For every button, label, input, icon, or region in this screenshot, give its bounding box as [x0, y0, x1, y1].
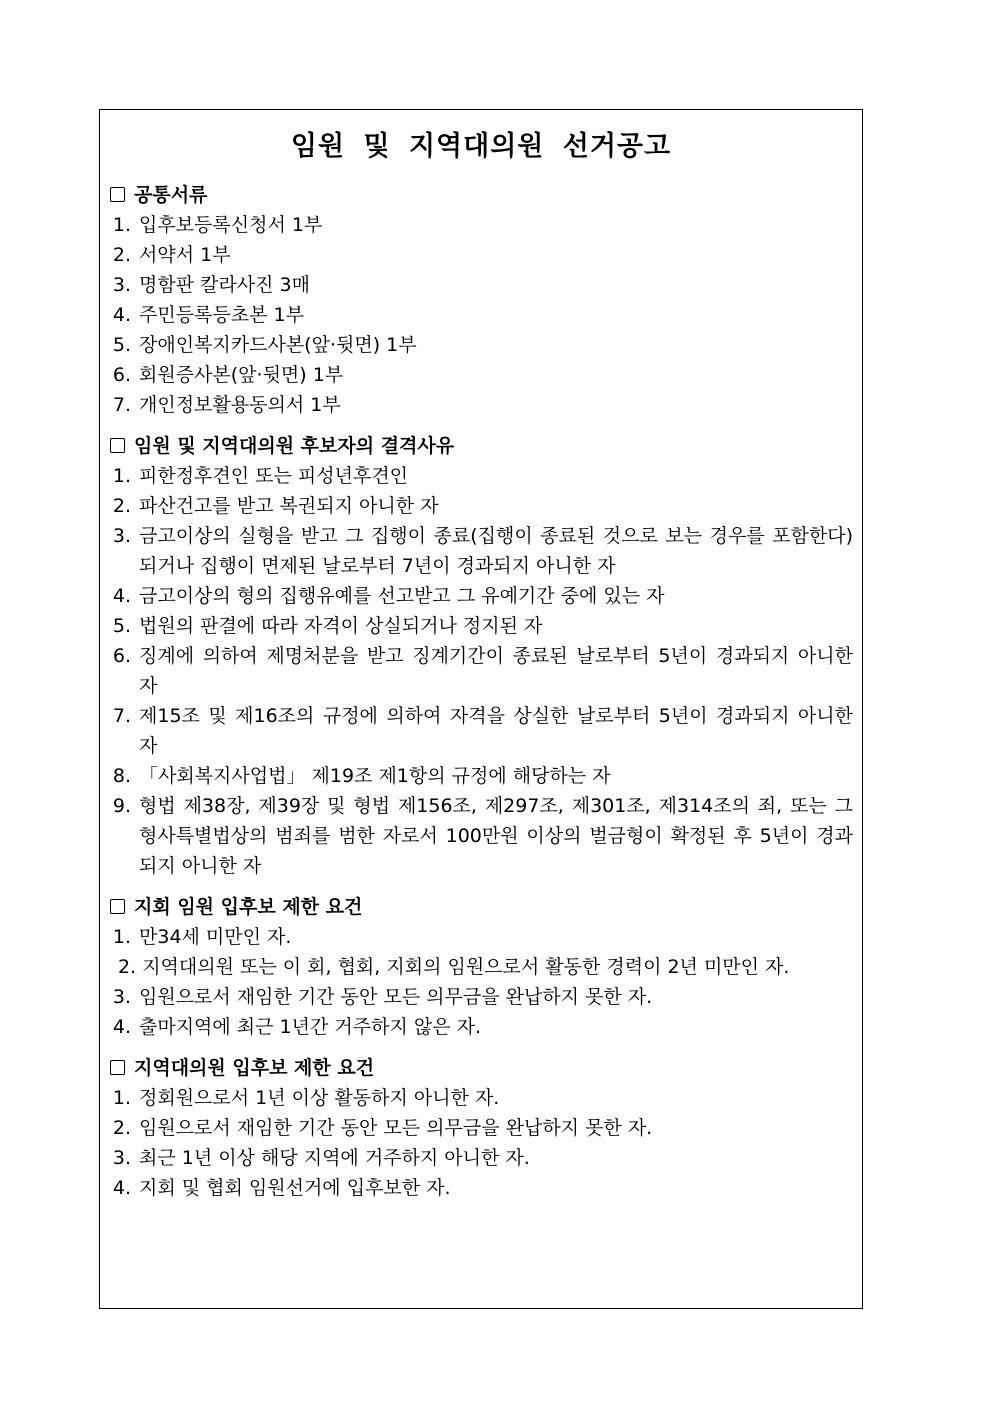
notice-frame	[99, 109, 863, 1309]
list-item: 4. 지회 및 협회 임원선거에 입후보한 자.	[112, 1177, 451, 1199]
list-item: 2. 지역대의원 또는 이 회, 협회, 지회의 임원으로서 활동한 경력이 2년 미만인 자.	[118, 956, 790, 978]
list-item: 8. 「사회복지사업법」 제19조 제1항의 규정에 해당하는 자	[112, 765, 611, 787]
list-item: 6. 징계에 의하여 제명처분을 받고 징계기간이 종료된 날로부터 5년이 경과되지 아니한 자	[112, 645, 853, 697]
notice-content	[109, 180, 853, 1214]
section-heading: 공통서류	[109, 180, 853, 210]
list-item: 1. 피한정후견인 또는 피성년후견인	[112, 465, 409, 487]
list-item: 5. 장애인복지카드사본(앞·뒷면) 1부	[112, 334, 417, 356]
section-branch-officer-restrictions	[109, 892, 853, 1042]
list-item: 7. 개인정보활용동의서 1부	[112, 394, 341, 416]
list-item: 3. 금고이상의 실형을 받고 그 집행이 종료(집행이 종료된 것으로 보는 경우를 포함한다)되거나 집행이 면제된 날로부터 7년이 경과되지 아니한 자	[112, 525, 853, 577]
section-delegate-restrictions	[109, 1053, 853, 1203]
section-heading: 지회 임원 입후보 제한 요건	[109, 892, 853, 922]
list-item: 1. 만34세 미만인 자.	[112, 926, 292, 948]
page-title: 임원 및 지역대의원 선거공고	[290, 131, 672, 162]
list-item: 7. 제15조 및 제16조의 규정에 의하여 자격을 상실한 날로부터 5년이 경과되지 아니한 자	[112, 705, 853, 757]
section-disqualifications	[109, 431, 853, 881]
list-item: 6. 회원증사본(앞·뒷면) 1부	[112, 364, 344, 386]
checkbox-icon	[110, 1060, 125, 1075]
list-item: 3. 임원으로서 재임한 기간 동안 모든 의무금을 완납하지 못한 자.	[112, 986, 653, 1008]
list-item: 4. 주민등록등초본 1부	[112, 304, 304, 326]
list-item: 4. 금고이상의 형의 집행유예를 선고받고 그 유예기간 중에 있는 자	[112, 585, 665, 607]
list-item: 4. 출마지역에 최근 1년간 거주하지 않은 자.	[112, 1016, 481, 1038]
section-common-documents	[109, 180, 853, 420]
checkbox-icon	[110, 187, 125, 202]
list-item: 5. 법원의 판결에 따라 자격이 상실되거나 정지된 자	[112, 615, 543, 637]
checkbox-icon	[110, 899, 125, 914]
list-item: 2. 서약서 1부	[112, 244, 231, 266]
list-item: 1. 입후보등록신청서 1부	[112, 214, 323, 236]
checkbox-icon	[110, 438, 125, 453]
section-heading: 지역대의원 입후보 제한 요건	[109, 1053, 853, 1083]
list-item: 1. 정회원으로서 1년 이상 활동하지 아니한 자.	[112, 1087, 500, 1109]
list-item: 9. 형법 제38장, 제39장 및 형법 제156조, 제297조, 제301조, 제314조의 죄, 또는 그 형사특별법상의 범죄를 범한 자로서 100만원 이상의 벌금형이 확정된 후 5년이 경과되지 아니한 자	[112, 795, 853, 877]
list-item: 3. 명함판 칼라사진 3매	[112, 274, 310, 296]
list-item: 3. 최근 1년 이상 해당 지역에 거주하지 아니한 자.	[112, 1147, 530, 1169]
section-heading: 임원 및 지역대의원 후보자의 결격사유	[109, 431, 853, 461]
list-item: 2. 파산건고를 받고 복권되지 아니한 자	[112, 495, 439, 517]
list-item: 2. 임원으로서 재임한 기간 동안 모든 의무금을 완납하지 못한 자.	[112, 1117, 653, 1139]
